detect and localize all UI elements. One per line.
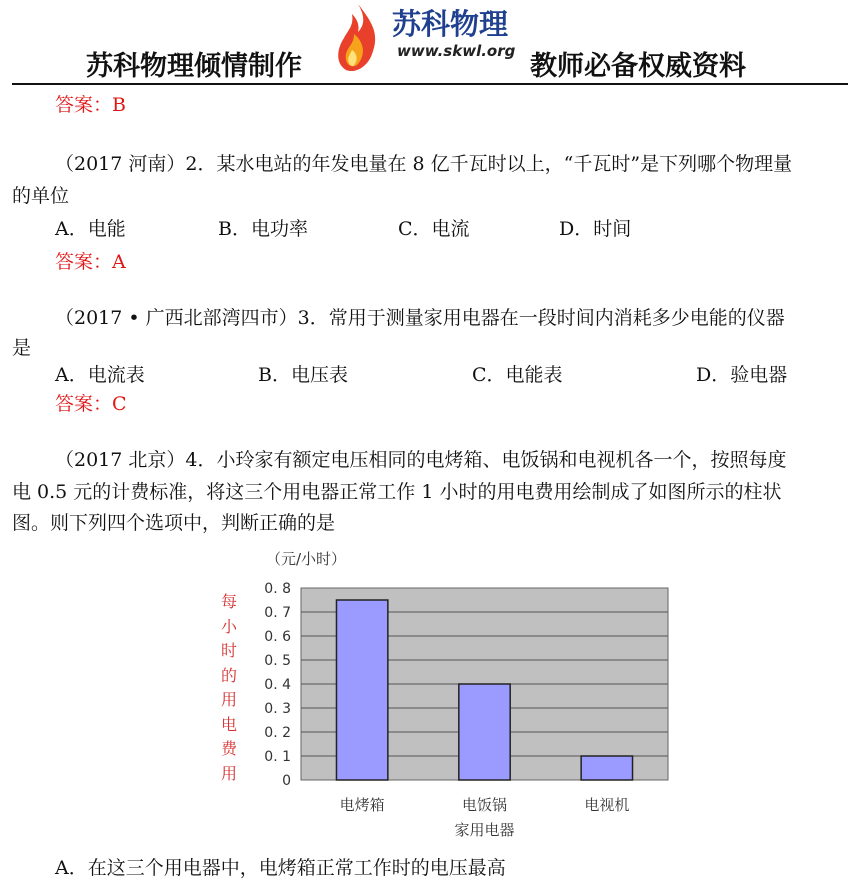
q2-option-d: D．时间 — [559, 218, 632, 240]
q3-answer: 答案：C — [55, 393, 127, 415]
chart-y-tick-label: 0. 8 — [264, 581, 291, 597]
header-right-text: 教师必备权威资料 — [530, 51, 746, 82]
q3-option-c: C．电能表 — [472, 364, 563, 386]
chart-x-axis-title: 家用电器 — [454, 821, 515, 839]
q2-option-a: A．电能 — [55, 218, 126, 240]
q2-option-c: C．电流 — [398, 218, 470, 240]
chart-x-tick-label: 电视机 — [584, 796, 630, 814]
chart-y-tick-label: 0. 3 — [264, 701, 291, 717]
chart-x-tick-label: 电烤箱 — [339, 796, 385, 814]
q4-line3: 图。则下列四个选项中，判断正确的是 — [12, 512, 336, 534]
answer-previous: 答案：B — [55, 94, 126, 116]
q4-line1: （2017 北京）4．小玲家有额定电压相同的电烤箱、电饭锅和电视机各一个，按照每度 — [55, 449, 787, 471]
q4-option-a: A．在这三个用电器中，电烤箱正常工作时的电压最高 — [55, 857, 506, 879]
q2-answer: 答案：A — [55, 251, 126, 273]
chart-y-tick-label: 0. 5 — [264, 653, 291, 669]
q3-line1: （2017 • 广西北部湾四市）3．常用于测量家用电器在一段时间内消耗多少电能的仪器 — [55, 307, 785, 329]
logo-title: 苏科物理 — [392, 7, 509, 41]
chart-y-tick-label: 0. 4 — [264, 677, 291, 693]
q2-option-b: B．电功率 — [218, 218, 308, 240]
chart-y-tick-label: 0. 2 — [264, 725, 291, 741]
chart-bar — [336, 600, 387, 780]
chart-bar — [459, 684, 510, 780]
q3-line2: 是 — [12, 337, 32, 359]
header-left-text: 苏科物理倾情制作 — [86, 51, 302, 82]
logo-url: www.skwl.org — [397, 42, 516, 60]
q3-option-a: A．电流表 — [55, 364, 145, 386]
chart-y-tick-label: 0 — [282, 773, 291, 789]
q3-option-d: D．验电器 — [696, 364, 788, 386]
header-divider — [12, 83, 848, 85]
q2-line1: （2017 河南）2．某水电站的年发电量在 8 亿千瓦时以上，“千瓦时”是下列哪个物理量 — [55, 153, 793, 175]
q3-option-b: B．电压表 — [258, 364, 348, 386]
bar-chart — [240, 575, 680, 845]
chart-y-axis-title: 每小时的用电费用 — [220, 592, 237, 783]
chart-x-tick-label: 电饭锅 — [461, 796, 508, 814]
q2-line2: 的单位 — [12, 185, 70, 207]
chart-bar — [581, 756, 632, 780]
flame-logo-icon — [328, 0, 388, 80]
q4-line2: 电 0.5 元的计费标准，将这三个用电器正常工作 1 小时的用电费用绘制成了如图所示的柱状 — [12, 481, 782, 503]
chart-unit-label: （元/小时） — [266, 550, 347, 568]
chart-y-tick-label: 0. 6 — [264, 629, 291, 645]
chart-y-tick-label: 0. 7 — [264, 605, 291, 621]
chart-y-tick-label: 0. 1 — [264, 749, 291, 765]
